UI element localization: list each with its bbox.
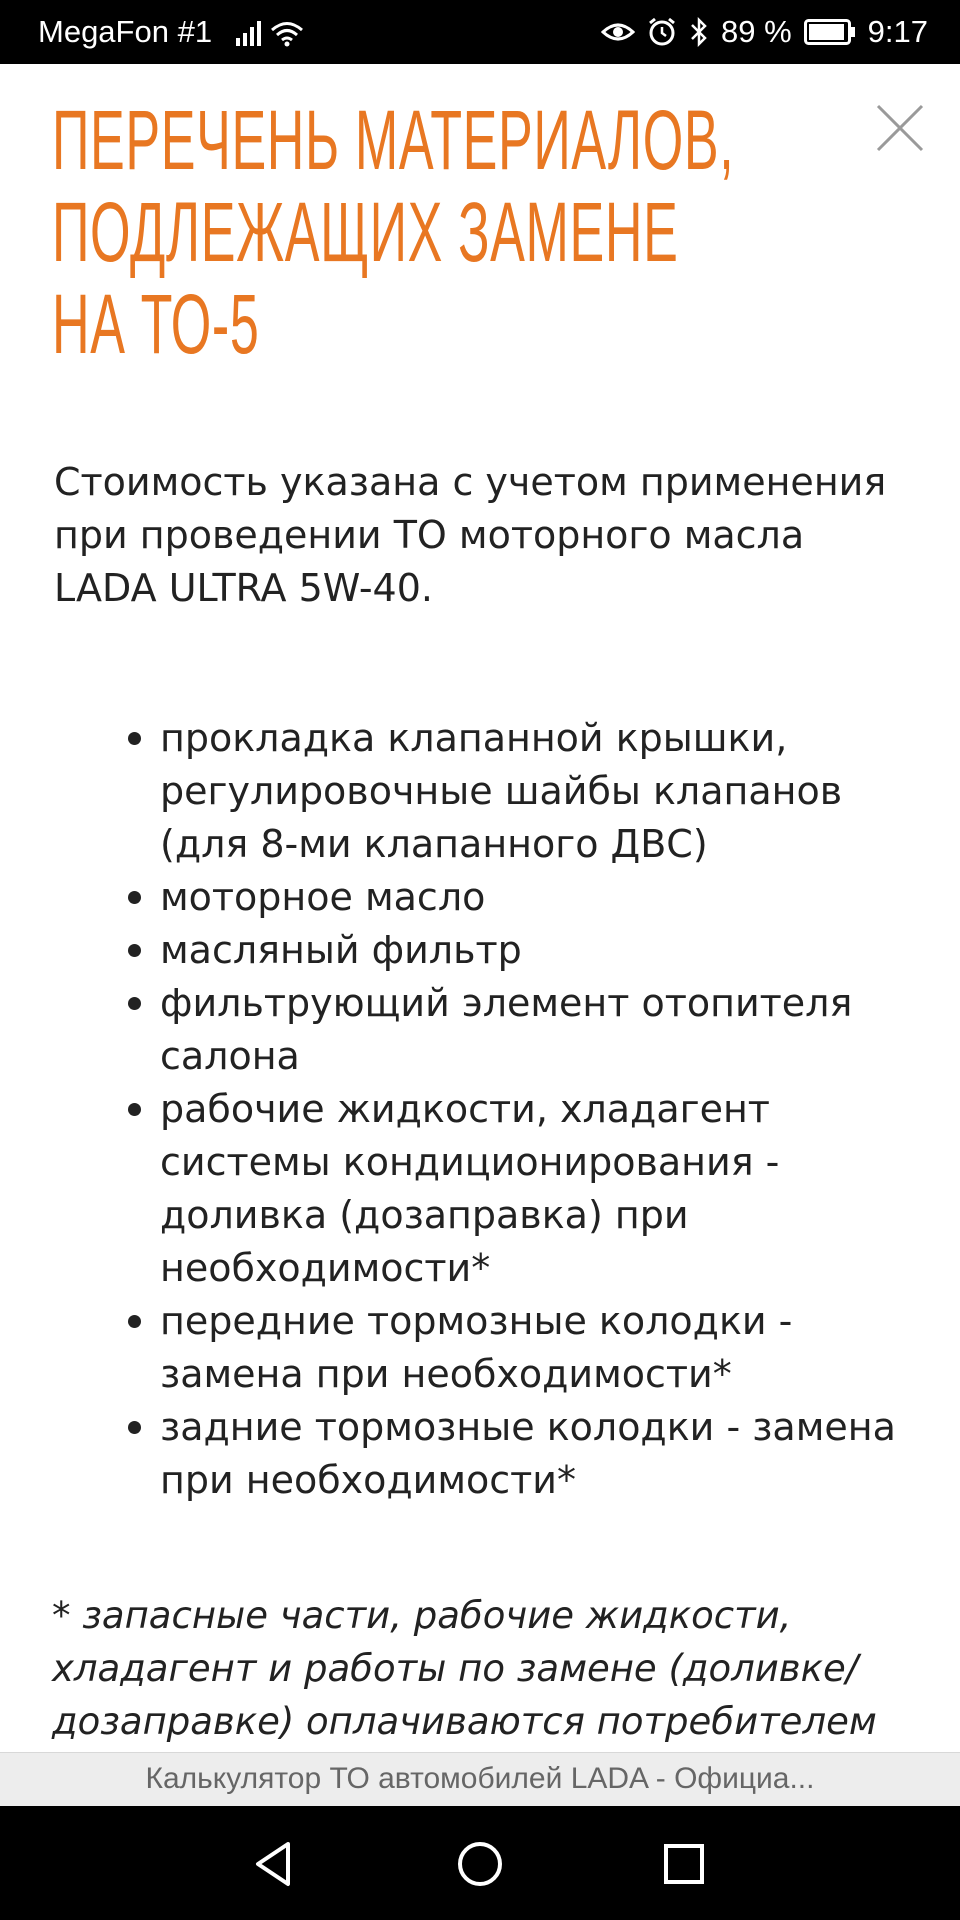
battery-icon bbox=[804, 19, 856, 45]
list-item: фильтрующий элемент отопителя салона bbox=[54, 977, 914, 1083]
carrier-name: MegaFon #1 bbox=[38, 14, 213, 49]
status-right bbox=[601, 14, 928, 50]
bullet bbox=[128, 1315, 141, 1328]
battery-percent: 89 % bbox=[720, 14, 792, 49]
materials-list bbox=[54, 712, 914, 1507]
footnote: * запасные части, рабочие жидкости, хладагент и работы по замене (доливке/ дозаправке) оплачиваются потребителем bbox=[52, 1594, 877, 1743]
close-icon bbox=[874, 102, 926, 154]
signal-wifi-icons bbox=[236, 18, 316, 56]
list-item: масляный фильтр bbox=[54, 924, 914, 977]
recents-square-icon bbox=[654, 1834, 714, 1894]
bluetooth-icon bbox=[689, 17, 709, 47]
system-nav-bar bbox=[0, 1806, 960, 1920]
home-circle-icon bbox=[450, 1834, 510, 1894]
bullet bbox=[128, 891, 141, 904]
clock-time: 9:17 bbox=[867, 14, 928, 49]
back-button[interactable] bbox=[244, 1834, 304, 1894]
list-item: рабочие жидкости, хладагент системы кондиционирования - доливка (дозаправка) при необходимости* bbox=[54, 1083, 914, 1295]
page-url-title: Калькулятор ТО автомобилей LADA - Официа... bbox=[145, 1762, 815, 1795]
bullet bbox=[128, 1421, 141, 1434]
eye-icon bbox=[601, 20, 635, 44]
list-item: задние тормозные колодки - замена при необходимости* bbox=[54, 1401, 914, 1507]
bullet bbox=[128, 944, 141, 957]
list-item: моторное масло bbox=[54, 871, 914, 924]
alarm-icon bbox=[647, 17, 677, 47]
back-triangle-icon bbox=[244, 1834, 304, 1894]
bullet bbox=[128, 732, 141, 745]
status-bar bbox=[0, 0, 960, 64]
home-button[interactable] bbox=[450, 1834, 510, 1894]
page-title: ПЕРЕЧЕНЬ МАТЕРИАЛОВ, ПОДЛЕЖАЩИХ ЗАМЕНЕ НА ТО-5 bbox=[52, 93, 735, 371]
list-item: прокладка клапанной крышки, регулировочные шайбы клапанов (для 8-ми клапанного ДВС) bbox=[54, 712, 914, 871]
modal-content bbox=[0, 64, 960, 1752]
close-button[interactable] bbox=[874, 102, 926, 154]
intro-text: Стоимость указана с учетом применения при проведении ТО моторного масла LADA ULTRA 5W-40. bbox=[54, 460, 887, 610]
browser-title-bar[interactable] bbox=[0, 1752, 960, 1807]
bullet bbox=[128, 997, 141, 1010]
bullet bbox=[128, 1103, 141, 1116]
recents-button[interactable] bbox=[654, 1834, 714, 1894]
list-item: передние тормозные колодки - замена при необходимости* bbox=[54, 1295, 914, 1401]
